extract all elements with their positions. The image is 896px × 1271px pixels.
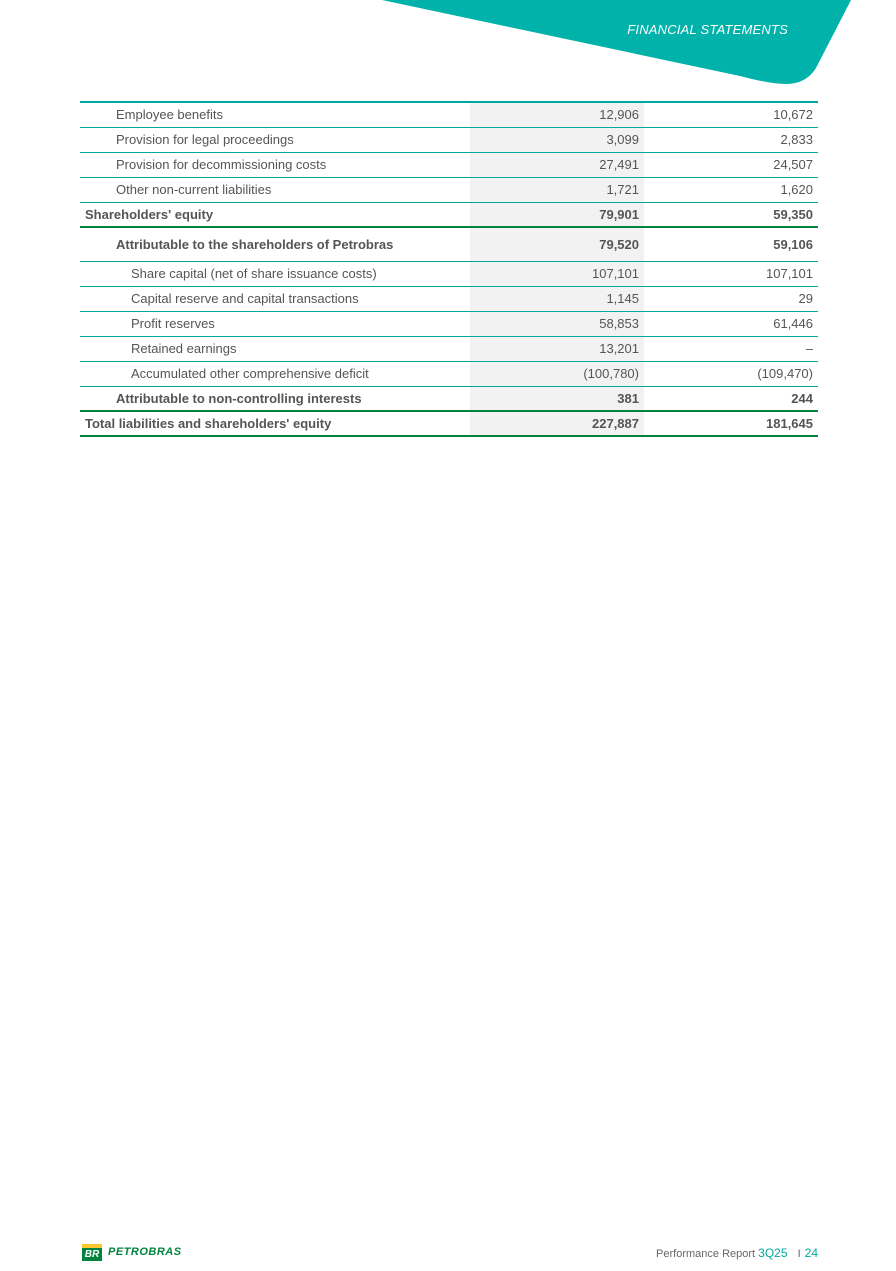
row-value-current: 58,853 [470,311,644,336]
row-value-prior: – [644,336,818,361]
table-row [80,286,818,311]
row-value-current: 79,901 [470,202,644,227]
header-banner [0,0,896,90]
row-label: Employee benefits [80,102,470,127]
row-value-prior: 244 [644,386,818,411]
row-value-current: 27,491 [470,152,644,177]
row-label: Profit reserves [80,311,470,336]
row-value-prior: 61,446 [644,311,818,336]
row-label: Share capital (net of share issuance costs) [80,261,470,286]
row-label: Attributable to the shareholders of Petrobras [80,227,470,261]
row-value-current: 227,887 [470,411,644,436]
report-period: 3Q25 [758,1246,788,1260]
footer-separator: I [797,1248,801,1260]
table-row [80,311,818,336]
table-row [80,361,818,386]
row-value-current: 79,520 [470,227,644,261]
row-value-prior: 24,507 [644,152,818,177]
table-row-total [80,411,818,436]
row-label: Retained earnings [80,336,470,361]
row-value-prior: 59,106 [644,227,818,261]
row-value-prior: 29 [644,286,818,311]
table-row [80,177,818,202]
row-label: Accumulated other comprehensive deficit [80,361,470,386]
row-label: Other non-current liabilities [80,177,470,202]
table-row [80,102,818,127]
row-value-current: 1,721 [470,177,644,202]
page-footer [656,1246,818,1260]
table-row-subtotal [80,386,818,411]
row-label: Total liabilities and shareholders' equity [80,411,470,436]
row-value-prior: 181,645 [644,411,818,436]
row-value-current: 13,201 [470,336,644,361]
petrobras-logo [82,1243,182,1261]
row-value-prior: 107,101 [644,261,818,286]
row-value-current: 12,906 [470,102,644,127]
row-value-prior: 10,672 [644,102,818,127]
row-value-current: 3,099 [470,127,644,152]
row-value-prior: (109,470) [644,361,818,386]
table-row [80,127,818,152]
row-value-current: 381 [470,386,644,411]
page-number: 24 [804,1246,818,1260]
balance-sheet-table [80,101,818,437]
section-title: FINANCIAL STATEMENTS [627,22,788,37]
row-label: Provision for legal proceedings [80,127,470,152]
report-label: Performance Report [656,1248,756,1260]
row-value-prior: 2,833 [644,127,818,152]
br-logo-icon: BR [82,1244,102,1261]
row-value-prior: 1,620 [644,177,818,202]
row-value-current: 1,145 [470,286,644,311]
table-row [80,336,818,361]
row-value-prior: 59,350 [644,202,818,227]
row-value-current: (100,780) [470,361,644,386]
table-row [80,152,818,177]
row-label: Capital reserve and capital transactions [80,286,470,311]
table-row-subtotal [80,202,818,227]
row-value-current: 107,101 [470,261,644,286]
row-label: Attributable to non-controlling interests [80,386,470,411]
row-label: Shareholders' equity [80,202,470,227]
table-row [80,261,818,286]
row-label: Provision for decommissioning costs [80,152,470,177]
logo-wordmark: PETROBRAS [108,1246,182,1258]
table-row-subtotal [80,227,818,261]
